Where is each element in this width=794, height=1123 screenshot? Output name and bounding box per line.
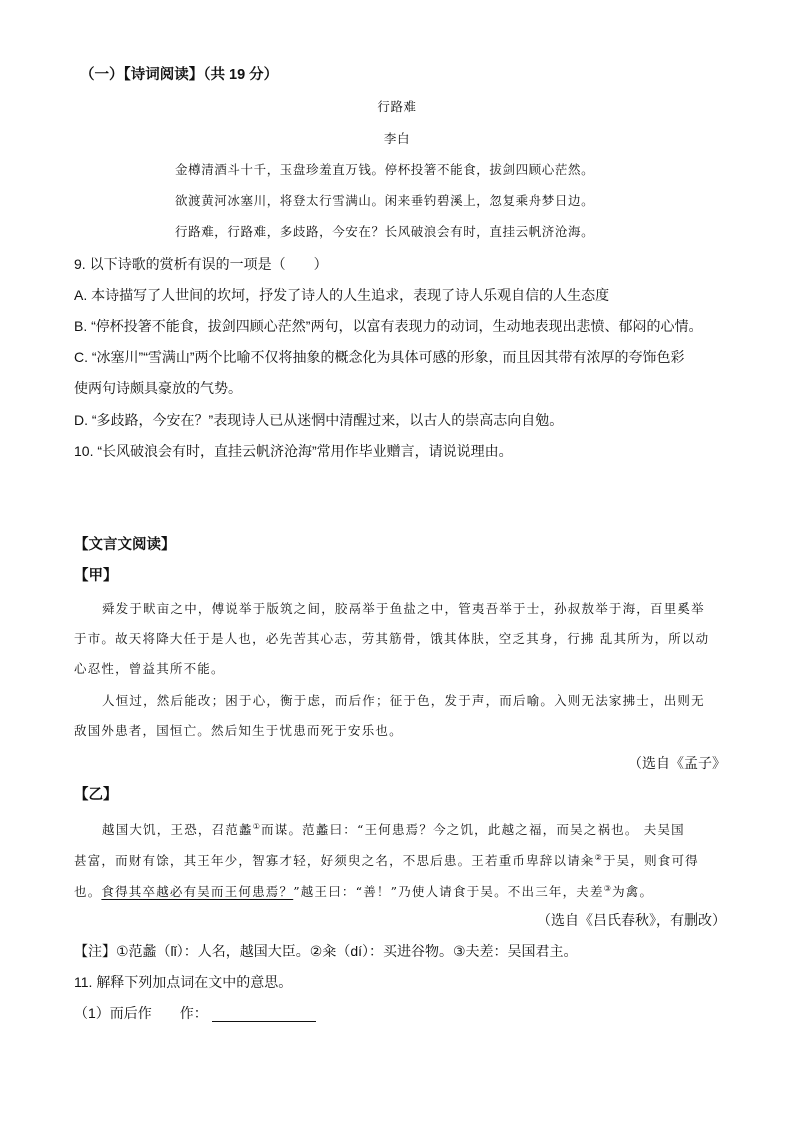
yi-line-1-text-a: 越国大饥，王恐，召范蠡 [102, 822, 253, 838]
jia-line-4: 人恒过，然后能改；困于心，衡于虑，而后作；征于色，发于声，而后喻。入则无法家拂士，出则无 [102, 693, 705, 708]
footnote-mark-3: ③ [603, 884, 613, 893]
yi-line-2-text-a: 甚富，而财有馀，其王年少，智寡才轻，好须臾之名，不思后患。王若重币卑辞以请籴 [74, 853, 595, 869]
yi-line-2 [74, 849, 699, 870]
q11-item-1-label: （1）而后作 [74, 1005, 152, 1021]
yi-line-2-text-b: 于吴，则食可得 [602, 853, 699, 869]
yi-line-3-text-c: 为禽。 [612, 884, 654, 900]
yi-line-3 [74, 880, 653, 901]
q9-option-d: D. “多歧路，今安在？”表现诗人已从迷惘中清醒过来，以古人的崇高志向自勉。 [74, 412, 564, 428]
yi-line-1 [102, 818, 685, 839]
q9-option-c: C. “冰塞川”“雪满山”两个比喻不仅将抽象的概念化为具体可感的形象，而且因其带有浓厚的夸饰色彩 [74, 349, 685, 365]
footnote-mark-1: ① [252, 822, 262, 831]
question-9: 9. 以下诗歌的赏析有误的一项是（ ） [74, 256, 328, 272]
q9-option-c-cont: 使两句诗颇具豪放的气势。 [74, 380, 242, 396]
poem-line-2: 欲渡黄河冰塞川，将登太行雪满山。闲来垂钓碧溪上，忽复乘舟梦日边。 [175, 193, 595, 208]
yi-line-3-text-a: 也。 [74, 884, 102, 900]
poem-line-3: 行路难，行路难，多歧路，今安在？长风破浪会有时，直挂云帆济沧海。 [175, 224, 595, 239]
yi-line-3-text-b: ”越王曰：“善！”乃使人请食于吴。不出三年，夫差 [293, 884, 604, 900]
yi-underlined-sentence: 食得其卒越必有吴而王何患焉？ [101, 884, 294, 900]
answer-blank[interactable] [212, 1007, 316, 1022]
question-11: 11. 解释下列加点词在文中的意思。 [74, 974, 293, 990]
yi-line-1-text-b: 而谋。范蠡曰：“王何患焉？今之饥，此越之福，而吴之祸也。 夫吴国 [261, 822, 685, 838]
section-classical-heading: 【文言文阅读】 [74, 537, 176, 553]
q9-option-b: B. “停杯投箸不能食，拔剑四顾心茫然”两句，以富有表现力的动词，生动地表现出悲愤、郁闷的心情。 [74, 318, 703, 334]
passage-yi-label: 【乙】 [74, 787, 118, 803]
q11-item-1-word: 作： [179, 1005, 208, 1021]
jia-source: （选自《孟子》 [628, 755, 726, 771]
footnote-mark-2: ② [594, 853, 603, 862]
question-10: 10. “长风破浪会有时，直挂云帆济沧海”常用作毕业赠言，请说说理由。 [74, 443, 513, 459]
jia-line-3: 心忍性，曾益其所不能。 [74, 661, 225, 676]
jia-line-1: 舜发于畎亩之中，傅说举于版筑之间，胶鬲举于鱼盐之中，管夷吾举于士，孙叔敖举于海，百里奚举 [102, 601, 705, 616]
q9-option-a: A. 本诗描写了人世间的坎坷，抒发了诗人的人生追求，表现了诗人乐观自信的人生态度 [74, 287, 610, 303]
poem-author: 李白 [383, 131, 411, 146]
poem-line-1: 金樽清酒斗十千，玉盘珍羞直万钱。停杯投箸不能食，拔剑四顾心茫然。 [175, 162, 595, 177]
jia-line-2: 于市。故天将降大任于是人也，必先苦其心志，劳其筋骨，饿其体肤，空乏其身，行拂 乱其所为，所以动 [74, 631, 710, 646]
passage-jia-label: 【甲】 [74, 568, 118, 584]
poem-title: 行路难 [377, 99, 417, 114]
yi-source: （选自《吕氏春秋》，有删改） [537, 912, 726, 928]
q11-item-1 [74, 1004, 316, 1022]
jia-line-5: 敌国外患者，国恒亡。然后知生于忧患而死于安乐也。 [74, 723, 403, 738]
footnote: 【注】①范蠡（lǐ）：人名，越国大臣。②籴（dí）：买进谷物。③夫差：吴国君主。 [74, 943, 578, 959]
section-poetry-heading: （一）【诗词阅读】（共 19 分） [80, 67, 279, 83]
